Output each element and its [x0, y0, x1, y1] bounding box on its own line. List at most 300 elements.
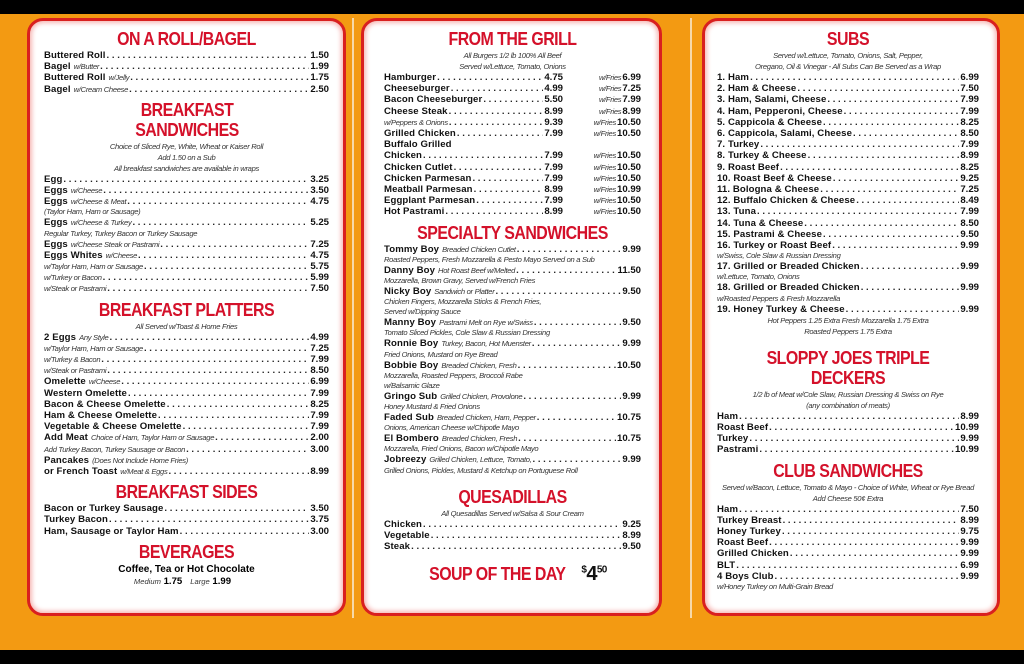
item-name: Egg [44, 173, 63, 185]
menu-item [384, 265, 641, 276]
item-price: 8.50 [960, 128, 979, 140]
section-title: FROM THE GRILL [448, 28, 577, 49]
dot-leader [168, 466, 309, 477]
dot-leader [739, 411, 959, 422]
item-description: (Taylor Ham, Ham or Sausage) [44, 207, 141, 217]
item-description: w/Balsamic Glaze [384, 380, 440, 390]
item-name: 11. Bologna & Cheese [717, 184, 820, 196]
dot-leader [534, 317, 622, 328]
item-name: 3. Ham, Salami, Cheese [717, 94, 827, 106]
menu-item [44, 503, 329, 514]
item-description: Mozzarella, Roasted Peppers, Broccoli Rabe [384, 370, 523, 380]
item-detail: Breaded Chicken, Fresh [441, 360, 517, 370]
menu-item [384, 206, 641, 217]
dot-leader [769, 422, 954, 433]
dot-leader [103, 272, 310, 283]
menu-item [717, 83, 979, 94]
item-price: 2.50 [310, 83, 329, 95]
item-description: w/Swiss, Cole Slaw & Russian Dressing [717, 251, 841, 261]
item-name: Faded Sub [384, 412, 434, 424]
fries-price-group [563, 173, 641, 184]
dot-leader [537, 412, 616, 423]
fries-label: w/Fries [593, 162, 616, 172]
section-note: Oregano, Oil & Vinegar - All Subs Can Be Served as a Wrap [755, 62, 941, 71]
menu-item [384, 94, 641, 105]
menu-item [384, 173, 641, 184]
menu-item [717, 282, 979, 293]
fries-price-group [563, 162, 641, 173]
menu-item [44, 174, 329, 185]
dot-leader [533, 454, 622, 465]
item-description: w/Honey Turkey on Multi-Grain Bread [717, 582, 833, 592]
item-price: 1.75 [310, 72, 329, 84]
item-name: Turkey Bacon [44, 514, 108, 526]
item-name: Buttered Roll [44, 50, 106, 61]
item-price: 9.25 [622, 518, 641, 530]
dot-leader [833, 173, 960, 184]
menu-item [44, 84, 329, 95]
menu-item [717, 526, 979, 537]
item-name: Chicken Parmesan [384, 172, 472, 184]
menu-item [717, 422, 979, 433]
item-detail: w/Cream Cheese [73, 84, 129, 94]
item-detail: w/Cheese & Turkey [70, 218, 132, 228]
item-description: Honey Mustard & Fried Onions [384, 402, 480, 412]
fries-label: w/Fries [593, 117, 616, 127]
item-price: 9.99 [622, 390, 641, 402]
item-name: 1. Ham [717, 72, 750, 83]
item-detail: Hot Roast Beef w/Melted [438, 265, 516, 275]
fries-price-group [563, 94, 641, 105]
item-description: Mozzarella, Fried Onions, Bacon w/Chipotle Mayo [384, 444, 539, 454]
dot-leader [797, 83, 959, 94]
item-name: Chicken [384, 518, 423, 530]
menu-item [717, 162, 979, 173]
item-price: 8.99 [544, 184, 563, 196]
item-price: 8.99 [544, 206, 563, 218]
menu-section [384, 485, 641, 553]
item-name: Ham & Cheese Omelette [44, 410, 158, 422]
dot-leader [107, 50, 310, 61]
dot-leader [736, 560, 959, 571]
menu-item [44, 444, 329, 455]
item-name: Honey Turkey [717, 526, 781, 538]
item-name: El Bombero [384, 433, 439, 445]
dot-leader [144, 343, 309, 354]
fries-label: w/Fries [598, 73, 622, 82]
fries-price-group [563, 195, 641, 206]
item-detail: w/Cheese Steak or Pastrami [70, 239, 160, 249]
menu-section [44, 480, 329, 537]
item-name: Gringo Sub [384, 390, 438, 402]
item-name: Buttered Roll [44, 72, 106, 84]
menu-item [384, 72, 641, 83]
item-price: 8.99 [960, 410, 979, 422]
dot-leader [160, 239, 309, 250]
fries-price: 8.99 [622, 105, 641, 117]
dot-leader [132, 217, 309, 228]
item-price: 7.99 [310, 421, 329, 433]
menu-item [44, 61, 329, 72]
dot-leader [130, 72, 309, 83]
item-price: 4.99 [310, 331, 329, 343]
dot-leader [109, 514, 309, 525]
section-note: Hot Peppers 1.25 Extra Fresh Mozzarella 1.75 Extra [767, 315, 929, 325]
item-name: Western Omelette [44, 387, 127, 399]
item-name: 10. Roast Beef & Cheese [717, 172, 832, 184]
fries-label: w/Fries [593, 185, 616, 195]
item-name: Omelette [44, 376, 86, 388]
item-detail: Choice of Ham, Taylor Ham or Sausage [90, 433, 215, 443]
item-name: Roast Beef [717, 537, 769, 549]
menu-item [717, 117, 979, 128]
item-price: 8.25 [960, 161, 979, 173]
item-detail: w/Turkey or Bacon [44, 273, 102, 283]
item-price: 9.99 [960, 261, 979, 273]
item-name: 4 Boys Club [717, 570, 774, 582]
dot-leader [107, 283, 309, 294]
dot-leader [739, 504, 959, 515]
item-name: Turkey Breast [717, 514, 782, 526]
dot-leader [128, 388, 309, 399]
item-detail: w/Cheese [88, 377, 121, 387]
item-price: 6.99 [310, 376, 329, 388]
item-description: Chicken Fingers, Mozzarella Sticks & French Fries, [384, 297, 542, 307]
item-name: Cheeseburger [384, 83, 450, 95]
dot-leader [846, 304, 960, 315]
item-description: Served w/Dipping Sauce [384, 307, 461, 317]
section-note: All Served w/Toast & Home Fries [135, 321, 238, 331]
item-price: 8.49 [960, 195, 979, 207]
section-note: (any combination of meats) [806, 400, 890, 410]
section-title: ON A ROLL/BAGEL [117, 28, 256, 49]
item-detail: Grilled Chicken, Lettuce, Tomato, [429, 455, 532, 465]
item-detail: w/Taylor Ham, Ham or Sausage [44, 343, 143, 353]
soup-currency: $ [581, 564, 587, 576]
item-price: 1.50 [310, 50, 329, 61]
menu-item [384, 338, 641, 349]
fries-price-group [563, 72, 641, 83]
item-price: 9.99 [622, 338, 641, 350]
fries-price: 7.25 [622, 83, 641, 95]
menu-item [717, 173, 979, 184]
fries-price: 10.50 [616, 128, 641, 140]
dot-leader [804, 218, 959, 229]
item-price: 3.75 [310, 514, 329, 526]
dot-leader [164, 503, 309, 514]
section-note: Choice of Sliced Rye, White, Wheat or Kaiser Roll [109, 141, 264, 151]
item-price: 4.99 [544, 83, 563, 95]
item-name: 16. Turkey or Roast Beef [717, 240, 832, 252]
item-price: 8.99 [960, 150, 979, 162]
item-name: Hot Pastrami [384, 206, 445, 218]
menu-item [717, 304, 979, 315]
item-detail: Any Style [79, 332, 109, 342]
section-title: SUBS [826, 28, 870, 49]
menu-item [717, 571, 979, 582]
dot-leader [827, 94, 959, 105]
item-name: 7. Turkey [717, 139, 760, 151]
soup-price [581, 563, 606, 585]
dot-leader [853, 128, 959, 139]
item-name: Ham, Sausage or Taylor Ham [44, 525, 179, 537]
menu-section [717, 346, 979, 456]
item-price: 7.99 [310, 387, 329, 399]
dot-leader [759, 444, 954, 455]
menu-item [44, 72, 329, 83]
item-detail: Sandwich or Platter [434, 287, 495, 297]
item-name: Ham [717, 410, 739, 422]
item-name: Bacon Cheeseburger [384, 94, 483, 106]
dot-leader [856, 195, 959, 206]
item-price: 9.99 [960, 303, 979, 315]
item-name: Vegetable & Cheese Omelette [44, 421, 182, 433]
item-detail: w/Steak or Pastrami [44, 366, 107, 376]
dot-leader [431, 530, 622, 541]
item-name: Turkey [717, 433, 749, 445]
item-name: Eggs [44, 238, 68, 250]
section-note: Roasted Peppers 1.75 Extra [804, 326, 892, 336]
fries-price-group [563, 117, 641, 128]
item-price: 4.75 [310, 196, 329, 208]
item-price: 9.99 [960, 240, 979, 252]
item-name: Ham [717, 503, 739, 515]
section-note: Served w/Lettuce, Tomato, Onions, Salt, Pepper, [773, 51, 923, 60]
fries-label: w/Fries [598, 95, 622, 105]
item-name: Grilled Chicken [717, 548, 789, 560]
item-name: Bobbie Boy [384, 359, 439, 371]
dot-leader [769, 537, 959, 548]
dot-leader [454, 162, 544, 173]
item-price: 9.50 [960, 228, 979, 240]
dot-leader [757, 206, 959, 217]
menu-item [44, 50, 329, 61]
dot-leader [121, 376, 309, 387]
item-price: 5.50 [544, 94, 563, 106]
item-name: Tommy Boy [384, 243, 440, 255]
item-name: Danny Boy [384, 264, 436, 276]
item-name: Steak [384, 541, 411, 553]
size-label: Large [190, 576, 210, 586]
section-note: All Quesadillas Served w/Salsa & Sour Cream [441, 508, 584, 518]
fries-label: w/Fries [593, 173, 616, 183]
dot-leader [423, 150, 543, 161]
dot-leader [63, 174, 309, 185]
item-name: 6. Cappicola, Salami, Cheese [717, 128, 853, 140]
dot-leader [138, 250, 309, 261]
item-detail: w/Cheese & Meat [70, 197, 127, 207]
menu-item [717, 411, 979, 422]
fries-label: w/Fries [593, 207, 616, 217]
item-price: 7.99 [544, 150, 563, 162]
menu-section [44, 98, 329, 295]
item-detail: Turkey, Bacon, Hot Muenster [441, 339, 531, 349]
beverage-item: Coffee, Tea or Hot Chocolate [118, 563, 255, 575]
dot-leader [451, 83, 544, 94]
dot-leader [861, 261, 960, 272]
menu-item [384, 433, 641, 444]
menu-item [44, 432, 329, 443]
item-price: 9.99 [960, 433, 979, 445]
dot-leader [449, 117, 543, 128]
item-detail: Breaded Chicken, Fresh [441, 434, 518, 444]
soup-dollars: 4 [586, 563, 597, 586]
menu-panel-subs [702, 18, 1000, 616]
item-name: 14. Tuna & Cheese [717, 217, 804, 229]
item-price: 7.99 [960, 94, 979, 106]
dot-leader [472, 173, 543, 184]
menu-item [384, 454, 641, 465]
fries-price: 10.50 [616, 150, 641, 162]
item-price: 9.50 [622, 541, 641, 553]
fries-price: 10.50 [616, 172, 641, 184]
item-price: 8.99 [960, 514, 979, 526]
item-name: or French Toast [44, 466, 118, 478]
menu-item [44, 217, 329, 228]
section-note: Add Cheese 50¢ Extra [812, 493, 884, 503]
dot-leader [101, 354, 309, 365]
fries-price: 6.99 [622, 72, 641, 83]
dot-leader [782, 526, 959, 537]
menu-item [717, 537, 979, 548]
item-price: 7.99 [544, 195, 563, 207]
menu-item [44, 388, 329, 399]
item-name: Vegetable [384, 529, 430, 541]
item-name: Bacon or Turkey Sausage [44, 503, 164, 515]
menu-item [717, 229, 979, 240]
dot-leader [808, 150, 960, 161]
dot-leader [449, 106, 544, 117]
item-price: 1.99 [310, 61, 329, 73]
dot-leader [144, 261, 309, 272]
menu-item [44, 185, 329, 196]
item-name: Chicken Cutlet [384, 161, 453, 173]
item-price: 8.50 [310, 365, 329, 377]
item-price: 9.99 [960, 570, 979, 582]
menu-item [44, 421, 329, 432]
menu-item [384, 541, 641, 552]
beverage-sizes [44, 576, 329, 588]
item-description: Mozzarella, Brown Gravy, Served w/French Fries [384, 276, 536, 286]
menu-item [384, 106, 641, 117]
item-price: 8.99 [544, 105, 563, 117]
dot-leader [775, 571, 960, 582]
item-detail: w/Steak or Pastrami [44, 284, 107, 294]
item-name: Pancakes [44, 454, 90, 466]
section-title: QUESADILLAS [458, 485, 567, 507]
menu-item [384, 530, 641, 541]
dot-leader [483, 94, 543, 105]
dot-leader [518, 433, 616, 444]
item-price: 3.50 [310, 503, 329, 515]
fries-label: w/Fries [593, 129, 616, 139]
item-price: 8.99 [310, 466, 329, 478]
item-price: 4.75 [310, 249, 329, 261]
item-price: 3.50 [310, 185, 329, 197]
menu-item [717, 560, 979, 571]
menu-item [384, 391, 641, 402]
fries-price: 10.50 [616, 161, 641, 173]
menu-section [44, 298, 329, 478]
fries-label: w/Fries [598, 106, 622, 116]
dot-leader [760, 139, 959, 150]
item-price: 5.99 [310, 272, 329, 284]
fries-price-group [563, 83, 641, 94]
item-detail: Add Turkey Bacon, Turkey Sausage or Bacon [44, 444, 186, 454]
soup-label: SOUP OF THE DAY [429, 563, 566, 585]
item-price: 2.00 [310, 432, 329, 444]
item-name: 18. Grilled or Breaded Chicken [717, 282, 860, 294]
menu-section [717, 459, 979, 592]
section-title: BEVERAGES [138, 540, 235, 562]
menu-item [384, 117, 641, 128]
item-detail: w/Taylor Ham, Ham or Sausage [44, 262, 143, 272]
menu-item [44, 343, 329, 354]
menu-item [44, 376, 329, 387]
menu-item [717, 94, 979, 105]
menu-item [717, 139, 979, 150]
item-description: Fried Onions, Mustard on Rye Bread [384, 349, 498, 359]
menu-item [44, 410, 329, 421]
item-name: Eggs [44, 185, 68, 197]
fries-price-group [563, 150, 641, 161]
dot-leader [780, 162, 959, 173]
item-detail: Grilled Chicken, Provolone [440, 391, 523, 401]
menu-item [717, 128, 979, 139]
menu-section [384, 27, 641, 218]
menu-item [384, 360, 641, 371]
menu-item [384, 162, 641, 173]
dot-leader [186, 444, 309, 455]
section-title: BREAKFAST PLATTERS [98, 298, 275, 320]
menu-item [44, 239, 329, 250]
item-name: Eggs Whites [44, 249, 103, 261]
dot-leader [183, 421, 310, 432]
item-name: Bagel [44, 61, 71, 73]
item-price: 10.50 [616, 359, 641, 371]
menu-item [384, 128, 641, 139]
item-price: 7.99 [544, 161, 563, 173]
item-name: Cheese Steak [384, 105, 448, 117]
dot-leader [518, 360, 616, 371]
item-name: 5. Cappicola & Cheese [717, 116, 823, 128]
dot-leader [411, 541, 621, 552]
dot-leader [127, 196, 309, 207]
item-price: 6.99 [960, 72, 979, 83]
item-price: 7.99 [544, 172, 563, 184]
item-price: 5.25 [310, 217, 329, 229]
menu-item [717, 548, 979, 559]
section-note: All Burgers 1/2 lb 100% All Beef [463, 51, 562, 60]
item-price: 10.99 [954, 422, 979, 434]
item-price: 10.75 [616, 412, 641, 424]
item-price: 7.25 [960, 184, 979, 196]
section-note: All breakfast sandwiches are available in wraps [113, 163, 260, 173]
item-price: 9.75 [960, 526, 979, 538]
item-name: 19. Honey Turkey & Cheese [717, 303, 845, 315]
item-price: 9.99 [960, 282, 979, 294]
fries-price: 7.99 [622, 94, 641, 106]
item-name: Meatball Parmesan [384, 184, 473, 196]
item-detail: Pastrami Melt on Rye w/Swiss [439, 318, 533, 328]
dot-leader [129, 84, 309, 95]
dot-leader [423, 519, 621, 530]
menu-item [717, 433, 979, 444]
menu-item [384, 139, 641, 150]
section-note: 1/2 lb of Meat w/Cole Slaw, Russian Dressing & Swiss on Rye [752, 389, 944, 399]
item-price: 8.50 [960, 217, 979, 229]
item-price: 7.50 [310, 283, 329, 295]
